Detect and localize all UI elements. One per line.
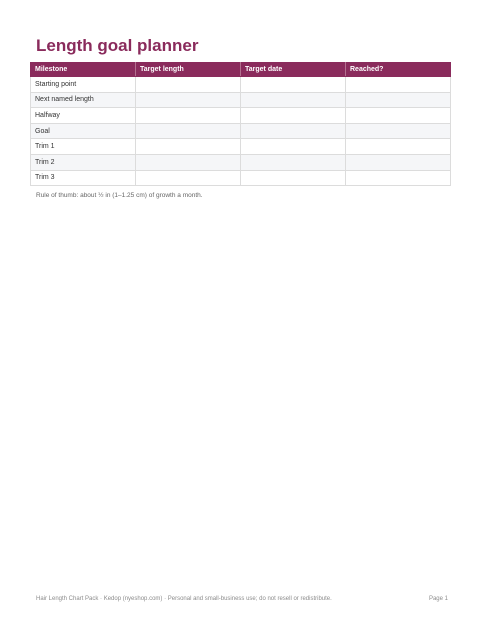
column-header-milestone: Milestone — [31, 63, 136, 77]
reached-cell[interactable] — [346, 123, 451, 139]
reached-cell[interactable] — [346, 108, 451, 124]
milestone-cell: Halfway — [31, 108, 136, 124]
footer-credit: Hair Length Chart Pack · Kedop (nyeshop.com) · Personal and small-business use; do not resell or redistribute. — [36, 596, 332, 602]
table-row — [31, 77, 451, 93]
column-header-target-length: Target length — [136, 63, 241, 77]
table-row — [31, 154, 451, 170]
table-header — [31, 63, 451, 77]
page-title: Length goal planner — [36, 36, 199, 55]
target-length-cell[interactable] — [136, 92, 241, 108]
table-row — [31, 123, 451, 139]
goal-table — [30, 62, 451, 186]
table-row — [31, 108, 451, 124]
milestone-cell: Goal — [31, 123, 136, 139]
reached-cell[interactable] — [346, 77, 451, 93]
table-body — [31, 77, 451, 186]
reached-cell[interactable] — [346, 170, 451, 186]
reached-cell[interactable] — [346, 92, 451, 108]
page-number: Page 1 — [428, 596, 448, 602]
column-header-target-date: Target date — [241, 63, 346, 77]
reached-cell[interactable] — [346, 154, 451, 170]
milestone-cell: Trim 1 — [31, 139, 136, 155]
target-length-cell[interactable] — [136, 139, 241, 155]
target-date-cell[interactable] — [241, 170, 346, 186]
target-date-cell[interactable] — [241, 139, 346, 155]
target-length-cell[interactable] — [136, 170, 241, 186]
milestone-cell: Next named length — [31, 92, 136, 108]
target-length-cell[interactable] — [136, 123, 241, 139]
table-row — [31, 139, 451, 155]
target-date-cell[interactable] — [241, 123, 346, 139]
growth-note: Rule of thumb: about ½ in (1–1.25 cm) of growth a month. — [36, 192, 203, 199]
table-row — [31, 170, 451, 186]
reached-cell[interactable] — [346, 139, 451, 155]
target-length-cell[interactable] — [136, 154, 241, 170]
target-date-cell[interactable] — [241, 108, 346, 124]
target-length-cell[interactable] — [136, 77, 241, 93]
milestone-cell: Trim 2 — [31, 154, 136, 170]
target-date-cell[interactable] — [241, 77, 346, 93]
target-date-cell[interactable] — [241, 154, 346, 170]
target-length-cell[interactable] — [136, 108, 241, 124]
milestone-cell: Starting point — [31, 77, 136, 93]
milestone-cell: Trim 3 — [31, 170, 136, 186]
target-date-cell[interactable] — [241, 92, 346, 108]
column-header-reached: Reached? — [346, 63, 451, 77]
table-row — [31, 92, 451, 108]
table-header-row — [31, 63, 451, 77]
